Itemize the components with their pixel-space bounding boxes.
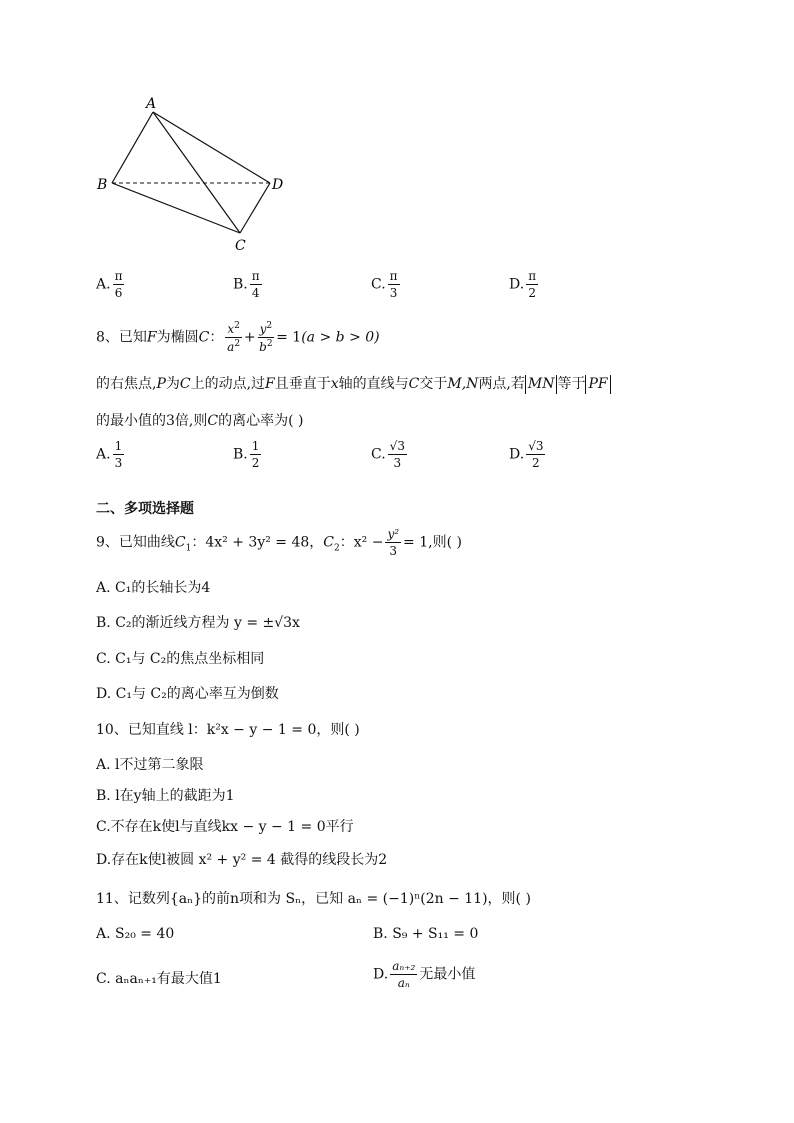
label-D: D [272,177,284,193]
q10-stem: 10、已知直线 l：k²x − y − 1 = 0，则( ) [96,722,360,738]
q8-option-b: B. $\frac{1}{2}$ [233,439,260,470]
q7-option-c: C. $\frac{\pi}{3}$ [371,269,398,300]
label-B: B [97,177,108,193]
q7-option-a: A. $\frac{\pi}{6}$ [96,269,123,300]
q8-option-c: C. $\frac{√3}{3}$ [371,439,405,470]
label-C: C [235,238,246,254]
q10-option-a: A. l不过第二象限 [96,757,204,773]
q9-option-d: D. C₁与 C₂的离心率互为倒数 [96,686,279,702]
q8-stem-line3: 的最小值的3倍,则C的离心率为( ) [96,413,304,429]
edge-DC [240,183,270,233]
edge-AB [112,112,153,183]
q10-option-c: C.不存在k使l与直线kx − y − 1 = 0平行 [96,819,354,835]
q10-option-b: B. l在y轴上的截距为1 [96,788,235,804]
q8-option-d: D. $\frac{√3}{2}$ [509,439,544,470]
edge-BC [112,183,240,233]
section-heading: 二、多项选择题 [96,501,194,517]
q11-stem: 11、记数列{aₙ}的前n项和为 Sₙ，已知 aₙ = (−1)ⁿ(2n − 11)，则( ) [96,891,531,907]
edge-AD [153,112,270,183]
q9-option-a: A. C₁的长轴长为4 [96,580,211,596]
label-A: A [146,96,157,112]
q7-option-d: D. $\frac{\pi}{2}$ [509,269,537,300]
edge-AC [153,112,240,233]
q8-stem-line1: 8、已知F为椭圆C： $\frac{x^2}{a^2}$ + $\frac{y^2}{b^2}$ = 1(a > b > 0) [96,321,380,354]
q11-option-c: C. aₙaₙ₊₁有最大值1 [96,971,222,987]
q9-stem: 9、已知曲线$C_1$：4x² + 3y² = 48，$C_2$：x² − $\frac{\text{y²}}{3}$ = 1,则( ) [96,527,462,558]
q11-option-d: D. $\frac{\text{aₙ₊₂}}{\text{aₙ}}$ 无最小值 [373,959,476,990]
q7-option-b: B. $\frac{\pi}{4}$ [233,269,260,300]
q9-option-c: C. C₁与 C₂的焦点坐标相同 [96,651,265,667]
q8-stem-line2: 的右焦点,P为C上的动点,过F且垂直于x轴的直线与C交于M,N两点,若 MN 等于 PF [96,373,611,393]
q8-option-a: A. $\frac{1}{3}$ [96,439,123,470]
q11-option-a: A. S₂₀ = 40 [96,926,175,942]
q10-option-d: D.存在k使l被圆 x² + y² = 4 截得的线段长为2 [96,852,388,868]
q11-option-b: B. S₉ + S₁₁ = 0 [373,926,479,942]
q9-option-b: B. C₂的渐近线方程为 y = ±√3x [96,615,300,631]
quadrilateral-figure [90,90,300,255]
